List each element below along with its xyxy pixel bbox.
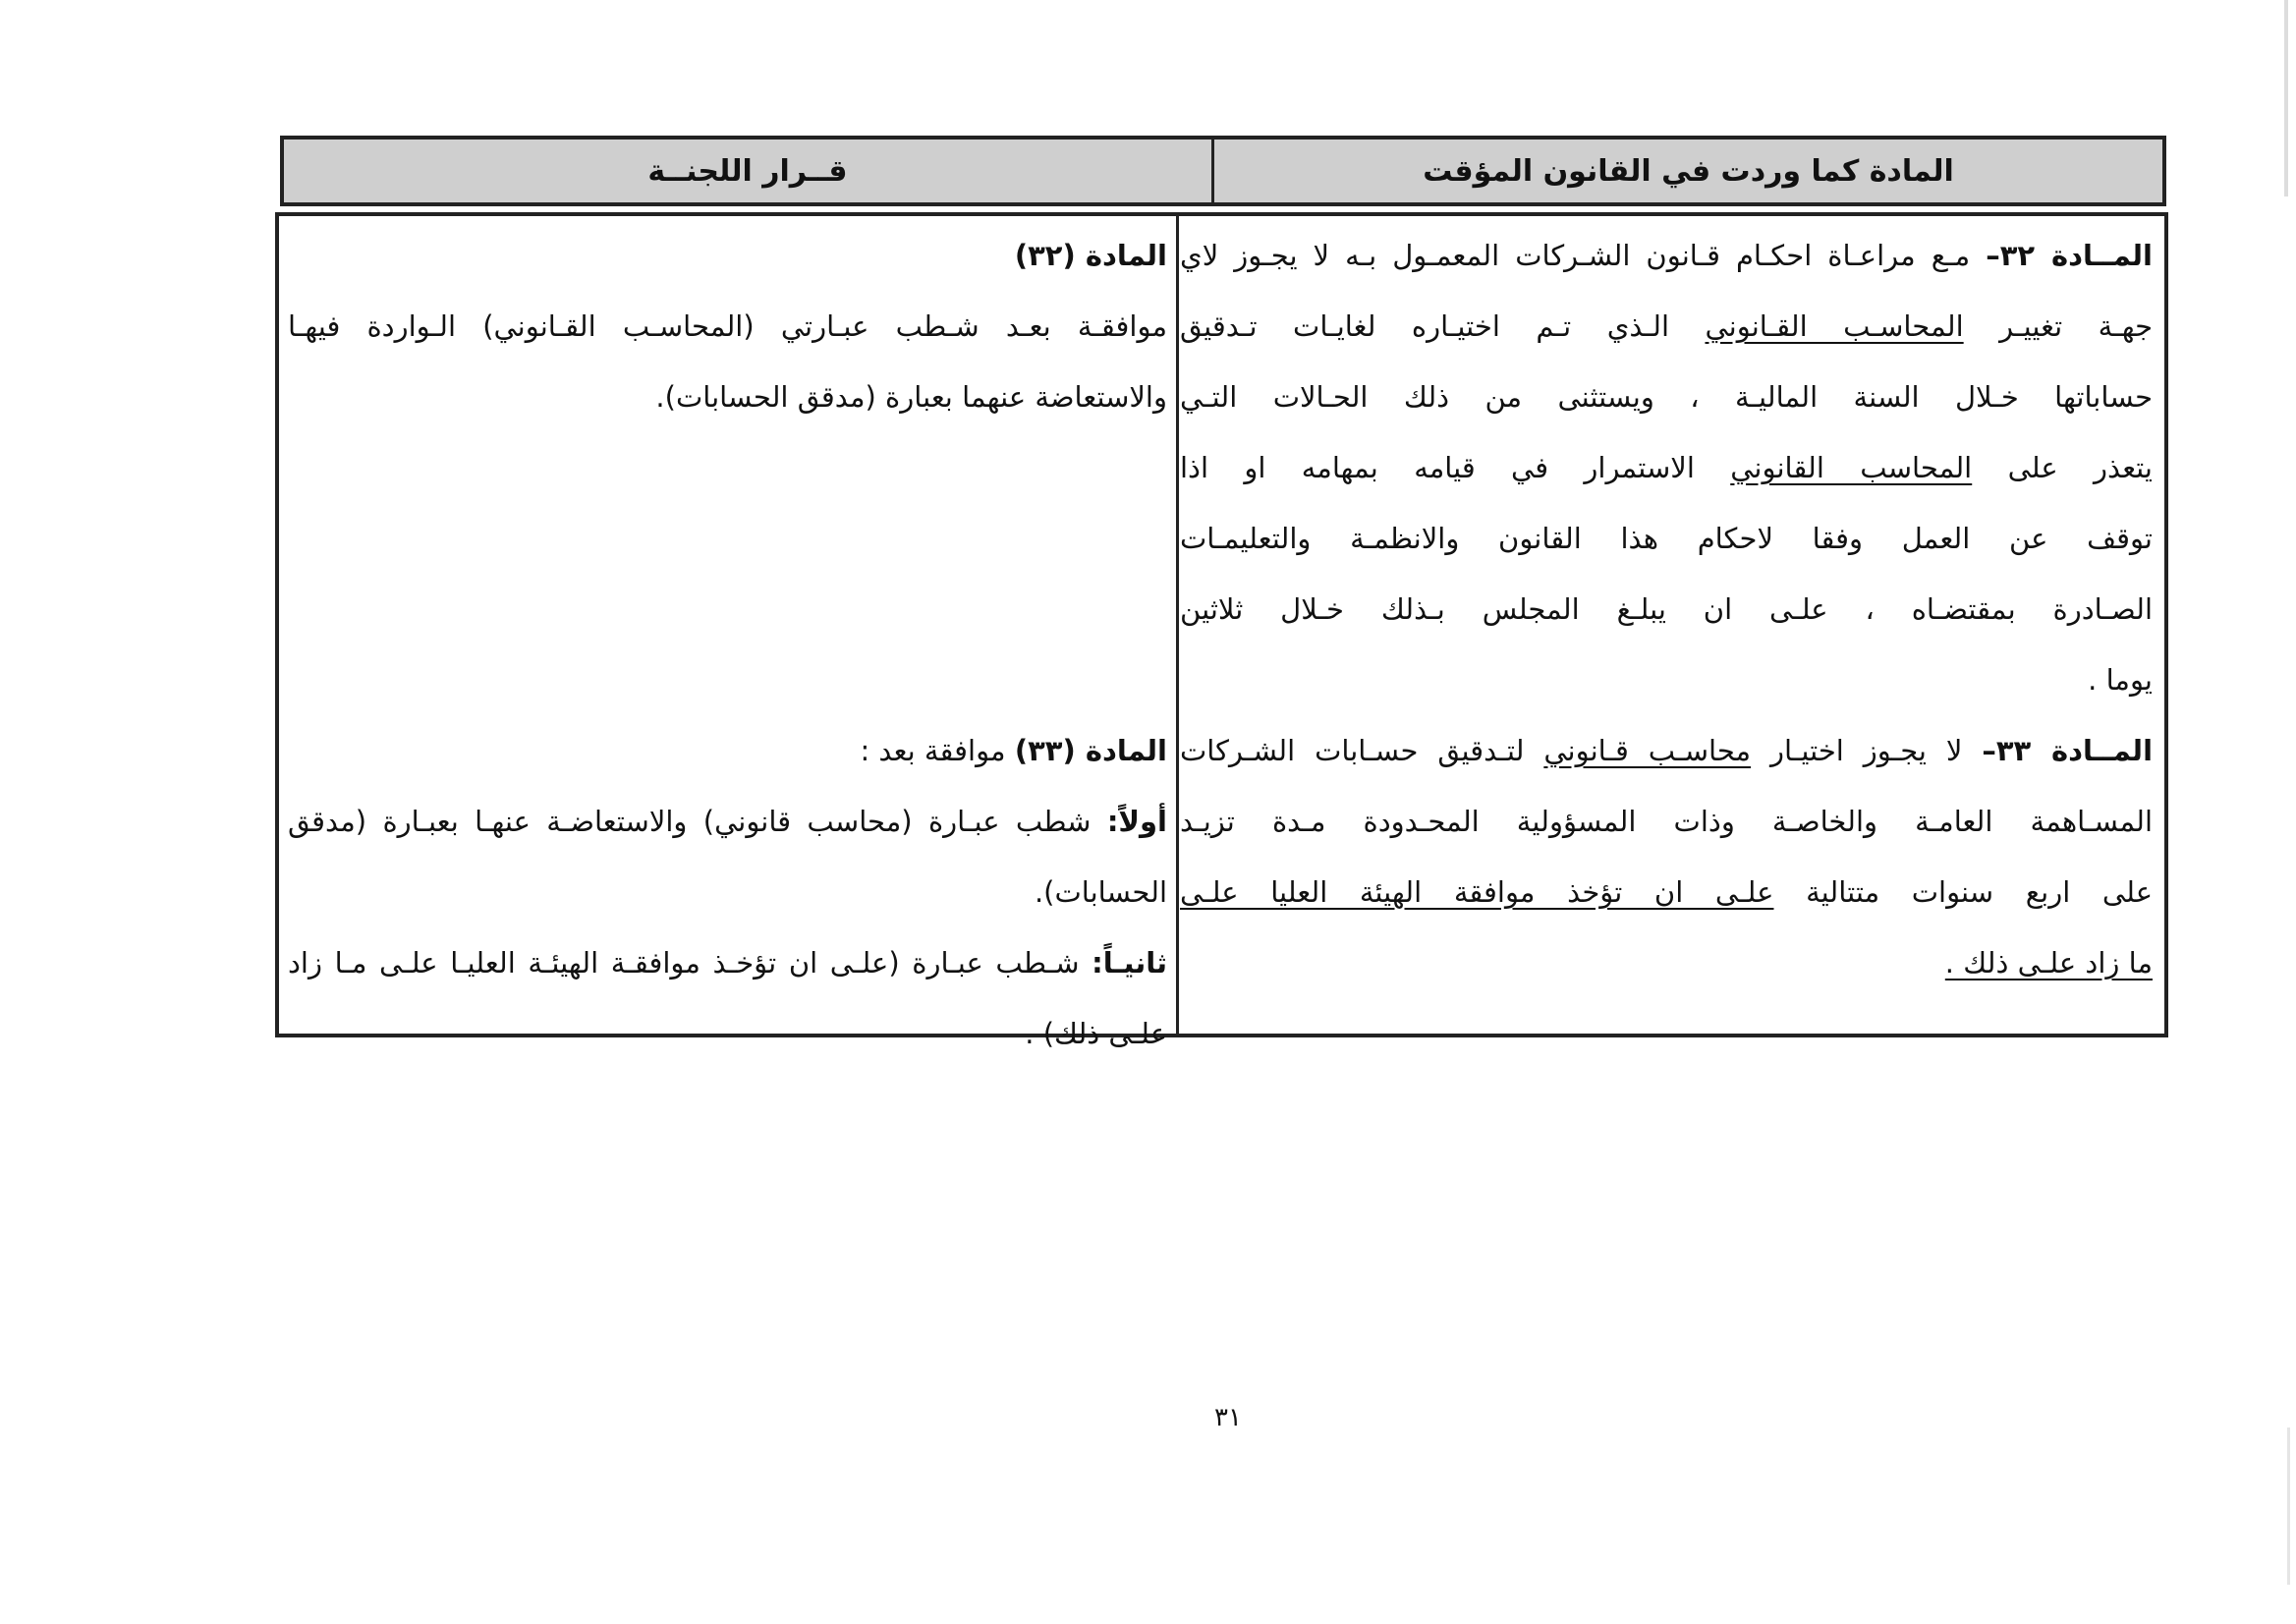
text-line	[288, 786, 1167, 857]
text-span: موافقة بعد :	[860, 734, 1006, 767]
item-label: أولاً:	[1106, 805, 1167, 838]
underlined-term: علـى ان تؤخذ موافقة الهيئة العليا علـى	[1180, 875, 1774, 909]
heading-text: المادة (٣٢)	[1014, 239, 1167, 272]
text-line: توقف عن العمل وفقا لاحكام هذا القانون والانظمـة والتعليمـات	[1180, 522, 2153, 555]
table-header	[280, 136, 2166, 206]
underlined-term: المحاسب القانوني	[1730, 451, 1973, 484]
text-line: حساباتها خـلال السنة الماليـة ، ويستثنى من ذلك الحـالات التـي	[1180, 380, 2153, 414]
item-label: ثانيـاً:	[1092, 946, 1168, 980]
text-line: والاستعاضة عنهما بعبارة (مدقق الحسابات).	[655, 380, 1167, 414]
text-line: المسـاهمة العامـة والخاصـة وذات المسؤولية المحـدودة مـدة تزيـد	[1180, 805, 2153, 838]
text-line: علـى ذلك) .	[1025, 1017, 1167, 1050]
text-span: لتـدقيق حسـابات الشـركات	[1180, 734, 1525, 767]
text-line	[288, 927, 1167, 998]
article-33-decision	[288, 715, 1167, 1069]
text-line: يوما .	[2088, 663, 2153, 697]
header-original-law: المادة كما وردت في القانون المؤقت	[1423, 153, 1954, 189]
article-32-decision	[288, 220, 1167, 432]
article-label: المــادة ٣٣–	[1982, 734, 2154, 767]
text-span: لا يجـوز اختيـار	[1770, 734, 1963, 767]
articles-table	[275, 212, 2168, 1050]
text-line	[1180, 715, 2153, 786]
text-line	[1180, 220, 2153, 291]
column-divider	[1176, 216, 1179, 1034]
text-span: على اربع سنوات متتالية	[1806, 875, 2153, 909]
text-line	[1180, 857, 2153, 927]
text-line	[1180, 291, 2153, 362]
article-label: المــادة ٣٢–	[1986, 239, 2153, 272]
decision-heading	[288, 220, 1167, 291]
scan-edge-mark	[2284, 0, 2288, 196]
scan-edge-mark	[2287, 1428, 2290, 1585]
text-span: الـذي تـم اختيـاره لغايـات تـدقيق	[1180, 309, 1670, 343]
article-32-original	[1180, 220, 2153, 715]
text-line: الحسابات).	[1034, 875, 1167, 909]
article-33-original	[1180, 715, 2153, 998]
heading-text: المادة (٣٣)	[1014, 734, 1167, 767]
underlined-term: محاسـب قـانوني	[1543, 734, 1752, 767]
text-line: موافقـة بعـد شـطب عبـارتي (المحاسـب القـانوني) الـواردة فيهـا	[288, 309, 1167, 343]
decision-heading	[288, 715, 1167, 786]
text-span: مـع مراعـاة احكـام قـانون الشـركات المعمـول بـه لا يجـوز لاي	[1180, 239, 1971, 272]
text-span: شـطب عبـارة (علـى ان تؤخـذ موافقـة الهيئـة العليـا علـى مـا زاد	[288, 946, 1080, 980]
header-committee-decision: قــرار اللجنــة	[284, 140, 1214, 202]
text-line	[1180, 927, 2153, 998]
page-number: ٣١	[1214, 1403, 1242, 1432]
text-span: يتعذر على	[2007, 451, 2154, 484]
underlined-term: ما زاد علـى ذلك .	[1944, 946, 2153, 980]
underlined-term: المحاسـب القـانوني	[1705, 309, 1964, 343]
text-line: الصـادرة بمقتضـاه ، علـى ان يبلـغ المجلس بـذلك خـلال ثلاثين	[1180, 592, 2153, 626]
text-span: جهـة تغييـر	[1999, 309, 2153, 343]
text-span: شطب عبـارة (محاسب قانوني) والاستعاضـة عنهـا بعبـارة (مدقق	[288, 805, 1092, 838]
text-line	[1180, 432, 2153, 503]
text-span: الاستمرار في قيامه بمهامه او اذا	[1180, 451, 1695, 484]
